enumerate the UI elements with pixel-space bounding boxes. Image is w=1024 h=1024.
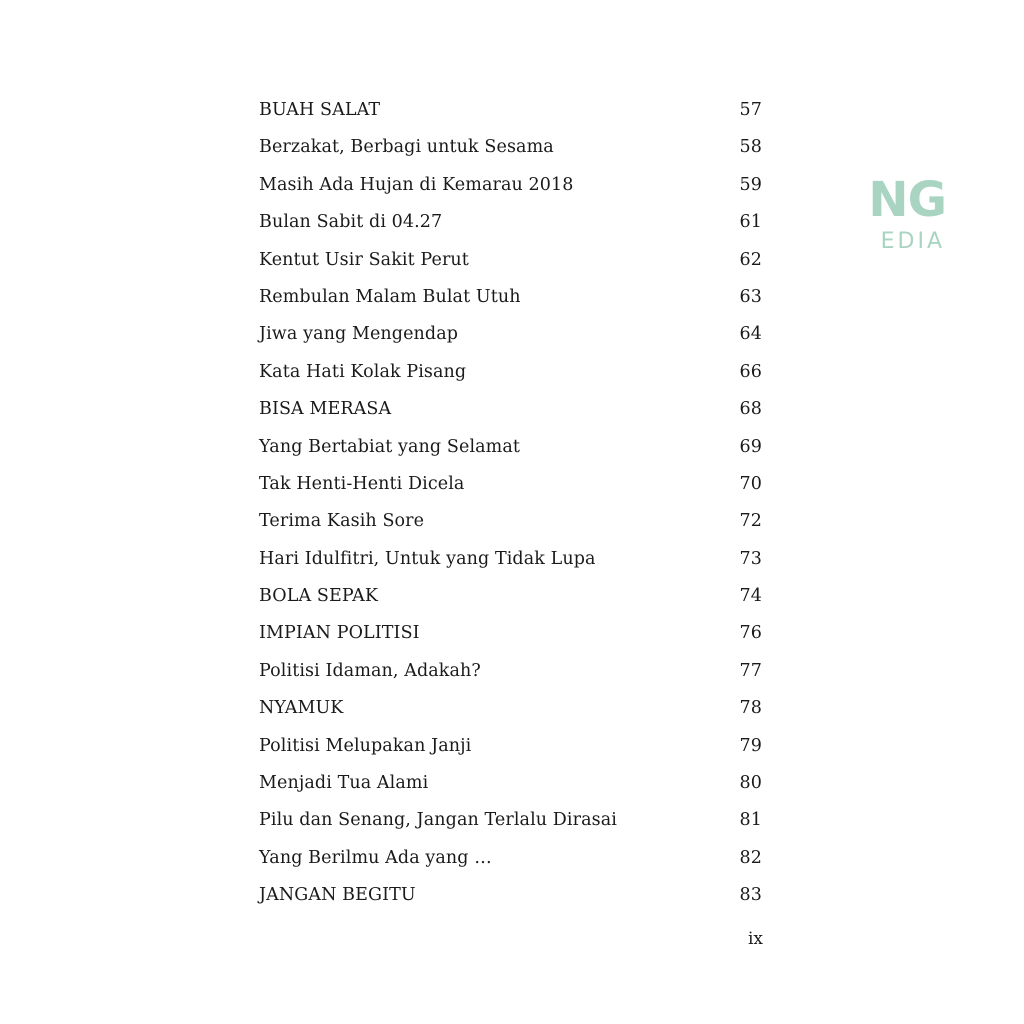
toc-entry-page: 57 xyxy=(739,100,762,120)
toc-entry-page: 82 xyxy=(739,847,762,868)
toc-entry xyxy=(259,204,762,241)
toc-entry-title: NYAMUK xyxy=(259,698,344,719)
toc-entry-page: 72 xyxy=(739,511,762,532)
toc-entry xyxy=(259,279,762,316)
toc-entry xyxy=(259,167,762,204)
toc-entry-page: 68 xyxy=(739,399,762,420)
toc-entry-page: 78 xyxy=(739,698,762,719)
toc-entry-page: 76 xyxy=(739,623,762,644)
toc-entry-title: JANGAN BEGITU xyxy=(259,885,416,906)
toc-entry xyxy=(259,354,762,391)
toc-entry-title: Yang Bertabiat yang Selamat xyxy=(259,436,521,457)
watermark-line-1: NG xyxy=(868,172,946,228)
watermark-line-2: EDIA xyxy=(880,229,945,254)
toc-entry-page: 70 xyxy=(739,473,762,494)
publisher-watermark xyxy=(864,172,954,262)
toc-entry-page: 74 xyxy=(739,586,762,607)
toc-entry xyxy=(259,92,762,129)
toc-entry xyxy=(259,541,762,578)
table-of-contents xyxy=(259,92,762,915)
toc-entry-title: Masih Ada Hujan di Kemarau 2018 xyxy=(259,174,574,195)
toc-entry xyxy=(259,129,762,166)
toc-entry-page: 59 xyxy=(739,174,762,195)
toc-entry-page: 63 xyxy=(739,286,762,307)
toc-entry-title: BISA MERASA xyxy=(259,399,392,420)
toc-entry-page: 83 xyxy=(739,885,762,906)
toc-entry-page: 79 xyxy=(739,735,762,756)
toc-entry xyxy=(259,242,762,279)
toc-entry xyxy=(259,877,762,914)
toc-entry-title: Kata Hati Kolak Pisang xyxy=(259,361,467,382)
toc-entry xyxy=(259,690,762,727)
toc-entry-title: BOLA SEPAK xyxy=(259,586,378,607)
toc-entry xyxy=(259,765,762,802)
toc-entry xyxy=(259,615,762,652)
toc-entry-title: IMPIAN POLITISI xyxy=(259,623,420,644)
toc-entry-title: Yang Berilmu Ada yang … xyxy=(259,847,492,868)
toc-entry xyxy=(259,466,762,503)
toc-entry xyxy=(259,316,762,353)
toc-entry-title: Rembulan Malam Bulat Utuh xyxy=(259,286,521,307)
toc-entry-page: 81 xyxy=(739,810,762,831)
toc-entry xyxy=(259,802,762,839)
toc-entry-page: 64 xyxy=(739,324,762,345)
toc-entry-title: Politisi Idaman, Adakah? xyxy=(259,660,481,681)
toc-entry-title: Bulan Sabit di 04.27 xyxy=(259,212,443,233)
toc-entry-page: 66 xyxy=(739,361,762,382)
toc-entry-title: Kentut Usir Sakit Perut xyxy=(259,249,469,270)
toc-entry-title: Terima Kasih Sore xyxy=(259,511,425,532)
page-number: ix xyxy=(748,929,764,949)
toc-entry xyxy=(259,728,762,765)
toc-entry xyxy=(259,840,762,877)
toc-entry-page: 77 xyxy=(739,660,762,681)
toc-entry-title: BUAH SALAT xyxy=(259,100,381,120)
toc-entry-title: Hari Idulfitri, Untuk yang Tidak Lupa xyxy=(259,548,596,569)
toc-entry-title: Menjadi Tua Alami xyxy=(259,773,429,794)
toc-entry-title: Tak Henti-Henti Dicela xyxy=(259,473,465,494)
toc-entry xyxy=(259,429,762,466)
toc-entry-page: 73 xyxy=(739,548,762,569)
toc-entry-page: 62 xyxy=(739,249,762,270)
toc-entry-page: 80 xyxy=(739,773,762,794)
toc-entry xyxy=(259,503,762,540)
toc-entry-title: Berzakat, Berbagi untuk Sesama xyxy=(259,137,554,158)
toc-entry xyxy=(259,578,762,615)
toc-entry xyxy=(259,391,762,428)
toc-entry-title: Jiwa yang Mengendap xyxy=(259,324,459,345)
toc-entry-title: Politisi Melupakan Janji xyxy=(259,735,472,756)
toc-entry-title: Pilu dan Senang, Jangan Terlalu Dirasai xyxy=(259,810,617,831)
toc-entry-page: 61 xyxy=(739,212,762,233)
toc-entry xyxy=(259,653,762,690)
toc-entry-page: 69 xyxy=(739,436,762,457)
toc-entry-page: 58 xyxy=(739,137,762,158)
